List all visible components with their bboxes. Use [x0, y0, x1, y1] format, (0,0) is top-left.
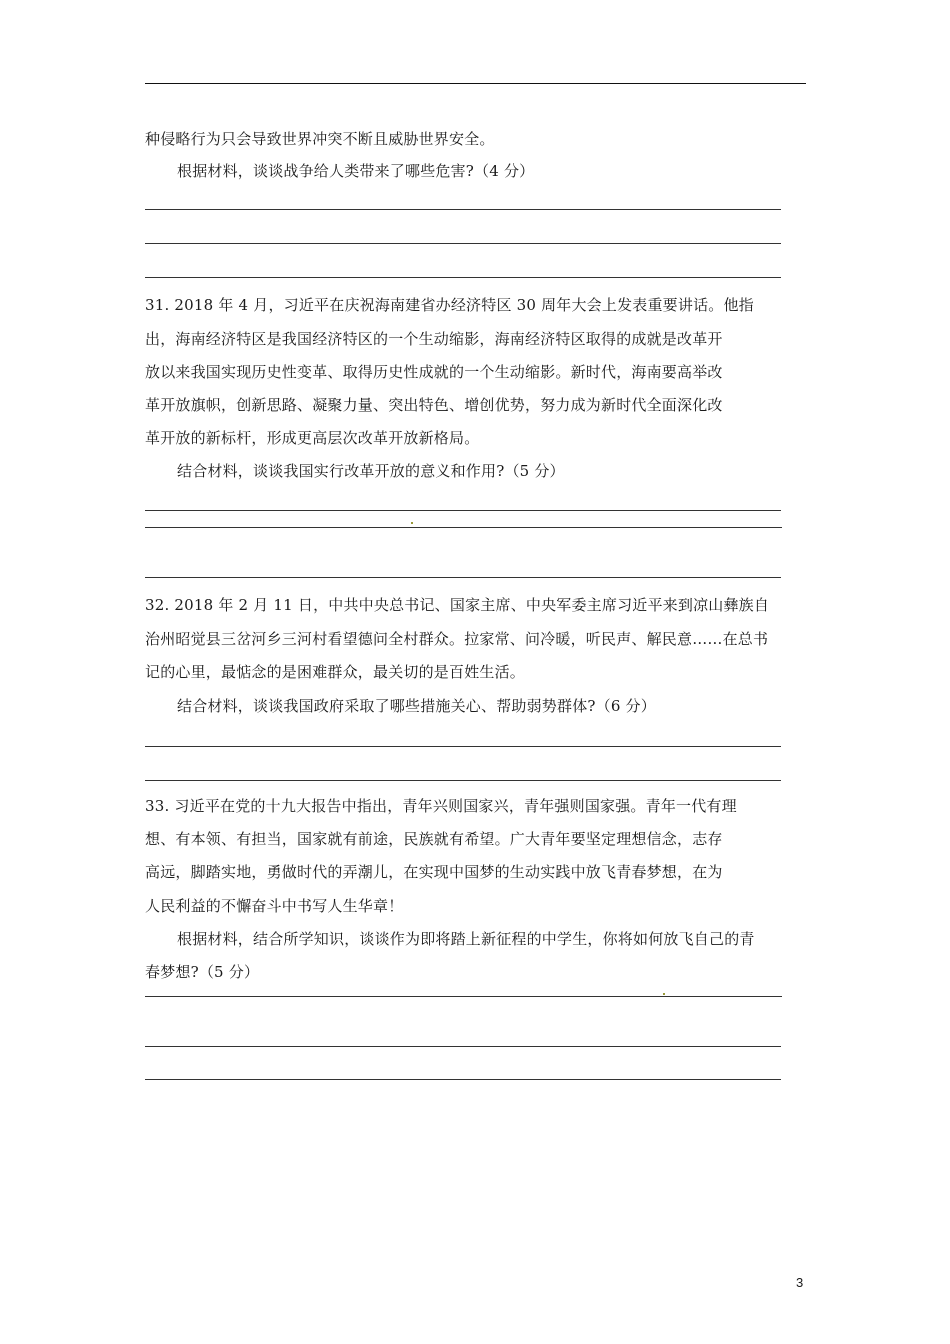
page-number: 3 — [796, 1275, 804, 1290]
text-line: 记的心里，最惦念的是困难群众，最关切的是百姓生活。 — [145, 663, 526, 681]
question-31-text: 31. 2018 年 4 月，习近平在庆祝海南建省办经济特区 30 周年大会上发表重要讲话。他指 — [145, 296, 754, 314]
text-line: 人民利益的不懈奋斗中书写人生华章！ — [145, 897, 404, 915]
text-line: 治州昭觉县三岔河乡三河村看望德问全村群众。拉家常、问冷暖，听民声、解民意……在总书 — [145, 630, 769, 648]
answer-line — [145, 996, 782, 997]
answer-line — [145, 1046, 781, 1047]
text-line: 想、有本领、有担当，国家就有前途，民族就有希望。广大青年要坚定理想信念，志存 — [145, 830, 723, 848]
answer-line — [145, 746, 781, 747]
answer-line — [145, 209, 781, 210]
header-rule — [145, 83, 806, 84]
text-line: 春梦想?（5 分） — [145, 963, 260, 981]
scan-speck — [411, 522, 413, 524]
answer-line — [145, 243, 781, 244]
text-line: 种侵略行为只会导致世界冲突不断且威胁世界安全。 — [145, 130, 495, 148]
question-prompt: 根据材料，结合所学知识，谈谈作为即将踏上新征程的中学生，你将如何放飞自己的青 — [177, 930, 755, 948]
question-prompt: 结合材料，谈谈我国政府采取了哪些措施关心、帮助弱势群体?（6 分） — [177, 697, 656, 715]
question-33-text: 33. 习近平在党的十九大报告中指出，青年兴则国家兴，青年强则国家强。青年一代有理 — [145, 797, 737, 815]
answer-line — [145, 780, 781, 781]
question-prompt: 结合材料，谈谈我国实行改革开放的意义和作用?（5 分） — [177, 462, 565, 480]
answer-line — [145, 510, 781, 511]
text-line: 放以来我国实现历史性变革、取得历史性成就的一个生动缩影。新时代，海南要高举改 — [145, 363, 723, 381]
text-line: 革开放的新标杆，形成更高层次改革开放新格局。 — [145, 429, 480, 447]
answer-line — [145, 277, 781, 278]
question-32-text: 32. 2018 年 2 月 11 日，中共中央总书记、国家主席、中央军委主席习近平来到凉山彝族自 — [145, 596, 770, 614]
text-line: 出，海南经济特区是我国经济特区的一个生动缩影，海南经济特区取得的成就是改革开 — [145, 330, 723, 348]
answer-line — [145, 577, 781, 578]
answer-line — [145, 527, 782, 528]
scan-speck — [663, 993, 665, 995]
text-line: 高远，脚踏实地，勇做时代的弄潮儿，在实现中国梦的生动实践中放飞青春梦想，在为 — [145, 863, 723, 881]
answer-line — [145, 1079, 781, 1080]
question-prompt: 根据材料，谈谈战争给人类带来了哪些危害?（4 分） — [177, 162, 535, 180]
text-line: 革开放旗帜，创新思路、凝聚力量、突出特色、增创优势，努力成为新时代全面深化改 — [145, 396, 723, 414]
